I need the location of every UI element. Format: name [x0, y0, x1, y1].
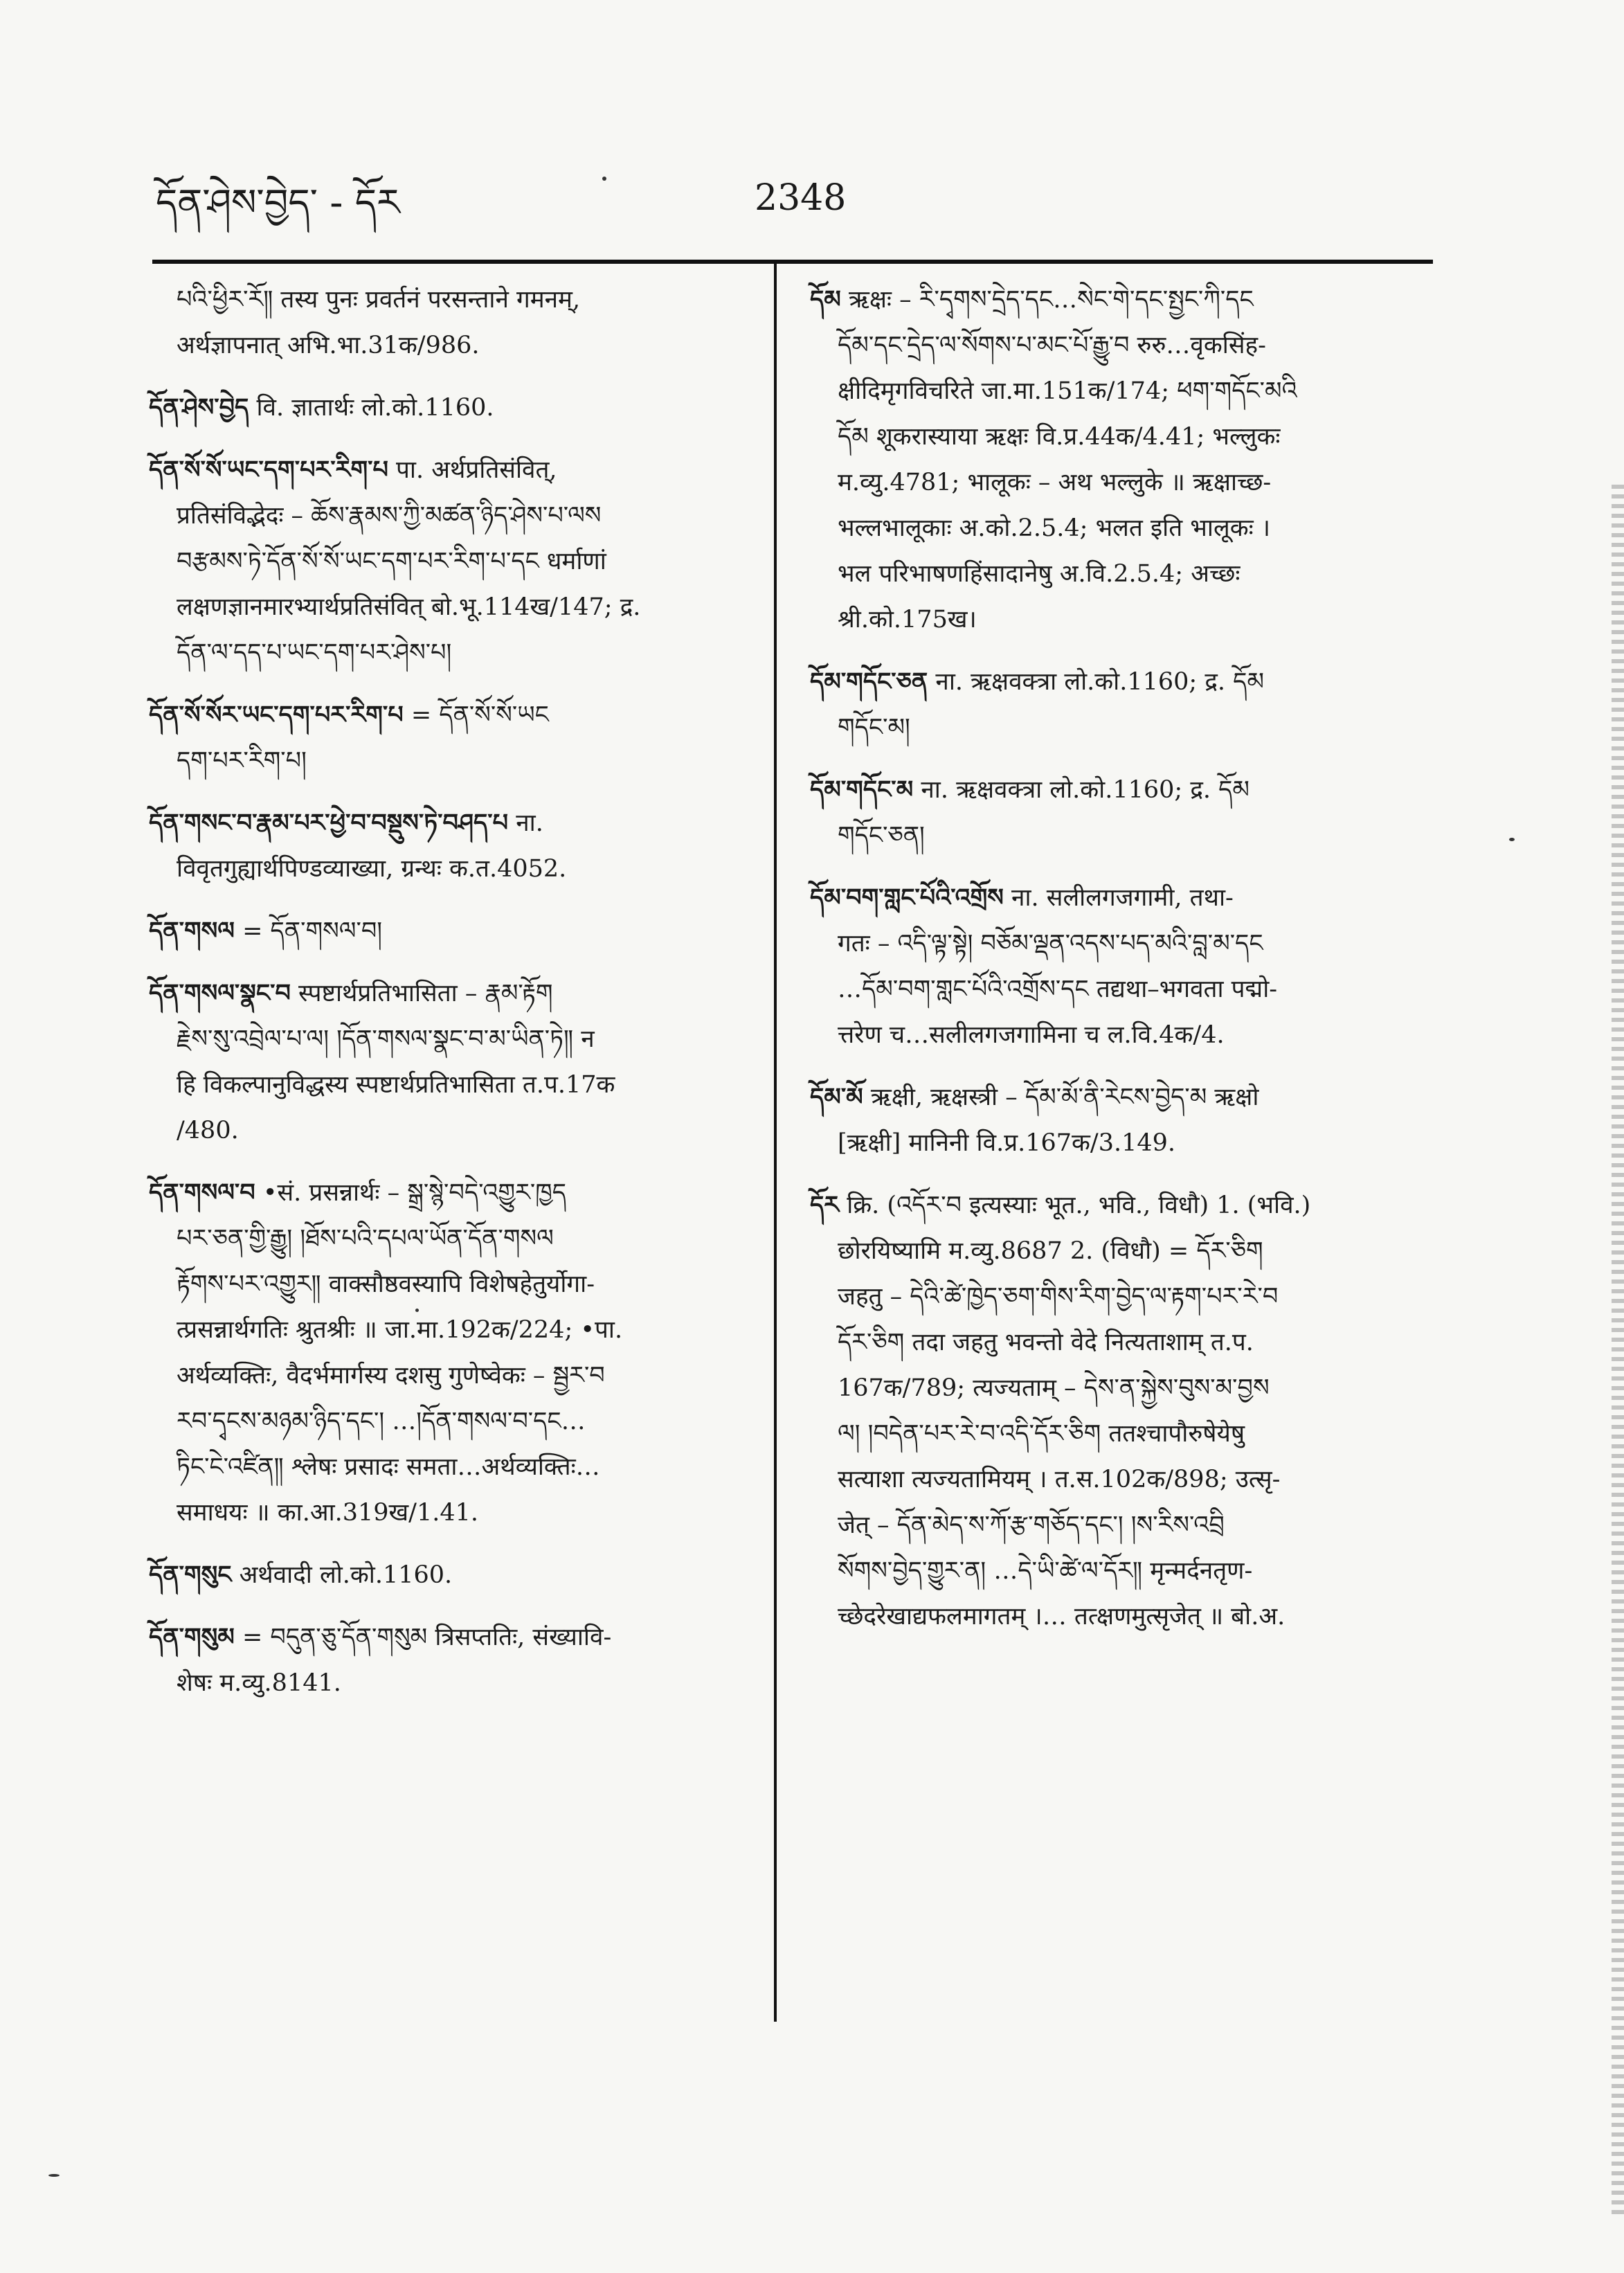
- entry-text: = དོན་གསལ་བ།: [242, 917, 383, 945]
- dictionary-entry: [149, 692, 765, 784]
- entry-headword: དོན་གསུམ: [149, 1624, 235, 1651]
- dictionary-entry: [149, 1615, 765, 1706]
- dictionary-entry: [149, 1170, 765, 1536]
- entry-headword: དོམ: [810, 286, 841, 314]
- entry-headword: དོམ་གདོང་མ: [810, 776, 914, 804]
- entry-headword: དོན་གསལ་བ: [149, 1179, 255, 1207]
- header-rule: [152, 260, 1433, 264]
- entry-headword: དོན་གསལ་སྣང་བ: [149, 980, 291, 1007]
- entry-headword: དོན་སོ་སོ་ཡང་དག་པར་རིག་པ: [149, 456, 388, 484]
- dictionary-entry: [149, 800, 765, 892]
- entry-headword: དོན་གསལ: [149, 917, 235, 945]
- entry-text: स्पष्टार्थप्रतिभासिता – རྣམ་རྟོག རྗེས་སུ་འབྲེལ་པ་ལ། །དོན་གསལ་སྣང་བ་མ་ཡིན་ཏེ༎ न हि विकल्पानुविद्धस्य स्पष्टार्थप्रतिभासिता त.प.17क /480.: [177, 980, 615, 1144]
- entry-text: वि. ज्ञातार्थः लो.को.1160.: [256, 394, 494, 422]
- entry-headword: དོམ་བག་གླང་པོའི་འགྲོས: [810, 884, 1004, 912]
- entry-text: •सं. प्रसन्नार्थः – སྒྲ་སྙེ་བདེ་འགྱུར་ཁྱད པར་ཅན་གྱི་རྒྱུ། །ཐོས་པའི་དཔལ་ཡོན་དོན་གསལ རྟོགས་པར་འགྱུར༎ वाक्सौष्ठवस्यापि विशेषहेतुर्योगा- त्प्रसन्नार्थगतिः श्रुतश्रीः ॥ जा.मा.192क/224; •पा. अर्थव्यक्तिः, वैदर्भमार्गस्य दशसु गुणेष्वेकः – སྦྱར་བ རབ་དྭངས་མཉམ་ཉིད་དང་། …།དོན་གསལ་བ་དང… ཏིང་ངེ་འཛིན༎ श्लेषः प्रसादः समता…अर्थव्यक्तिः… समाधयः ॥ का.आ.319ख/1.41.: [177, 1179, 623, 1527]
- running-head: དོན་ཤེས་བྱེད་ - དོར: [156, 181, 400, 224]
- entry-text: ना. ऋक्षवक्त्रा लो.को.1160; द्र. དོམ གདོང་མ།: [838, 668, 1265, 742]
- entry-text: = དོན་སོ་སོ་ཡང དག་པར་རིག་པ།: [177, 701, 549, 775]
- page-number: 2348: [755, 177, 847, 219]
- entry-text: ना. विवृतगुह्यार्थपिण्डव्याख्या, ग्रन्थः क.त.4052.: [177, 809, 567, 883]
- right-column: [810, 277, 1433, 1656]
- dictionary-entry: [810, 1075, 1433, 1166]
- entry-text: पा. अर्थप्रतिसंवित्, प्रतिसंविद्भेदः – ཆོས་རྣམས་ཀྱི་མཚན་ཉིད་ཤེས་པ་ལས བརྩམས་ཏེ་དོན་སོ་སོ་ཡང་དག་པར་རིག་པ་དང धर्माणां लक्षणज्ञानमारभ्यार्थप्रतिसंवित् बो.भू.114ख/147; द्र. དོན་ལ་དད་པ་ཡང་དག་པར་ཤེས་པ།: [177, 456, 641, 667]
- scan-speck: [415, 1309, 419, 1312]
- entry-text: ना. ऋक्षवक्त्रा लो.को.1160; द्र. དོམ གདོང་ཅན།: [838, 776, 1249, 850]
- entry-text: པའི་ཕྱིར་རོ༎ तस्य पुनः प्रवर्तनं परसन्ताने गमनम्, अर्थज्ञापनात् अभि.भा.31क/986.: [177, 286, 581, 359]
- entry-headword: དོམ་མོ: [810, 1084, 863, 1111]
- entry-headword: དོན་ཤེས་བྱེད: [149, 394, 249, 422]
- entry-headword: དོམ་གདོང་ཅན: [810, 668, 928, 696]
- entry-text: ऋक्षी, ऋक्षस्त्री – དོམ་མོ་ནི་རེངས་བྱེད་མ ऋक्षो [ऋक्षी] मानिनी वि.प्र.167क/3.149.: [838, 1084, 1259, 1157]
- dictionary-entry: [810, 659, 1433, 751]
- entry-headword: དོན་གསུང: [149, 1561, 232, 1589]
- scan-edge-noise: [1612, 485, 1624, 2216]
- entry-text: = བདུན་ཅུ་དོན་གསུམ त्रिसप्ततिः, संख्यावि- शेषः म.व्यु.8141.: [177, 1624, 612, 1697]
- dictionary-entry: [149, 385, 765, 431]
- entry-text: क्रि. (འདོར་བ इत्यस्याः भूत., भवि., विधौ) 1. (भवि.) छोरयिष्यामि म.व्यु.8687 2. (विधौ) = དོར་ཅིག जहतु – དེའི་ཚེ་ཁྱེད་ཅག་གིས་རིག་བྱེད་ལ་རྟག་པར་རེ་བ དོར་ཅིག तदा जहतु भवन्तो वेदे नित्यताशाम् त.प. 167क/789; त्यज्यताम् – དེས་ན་སྐྱེས་བུས་མ་བྱས ལ། །བདེན་པར་རེ་བ་འདི་དོར་ཅིག ततश्चापौरुषेयेषु सत्याशा त्यज्यतामियम् । त.स.102क/898; उत्सृ- जेत् – དོན་མེད་ས་ཀོ་རྩ་གཅོད་དང་། །ས་རིས་འབྲི སོགས་བྱེད་གྱུར་ན། …དེ་ཡི་ཚེ་ལ་དོར༎ मृन्मर्दनतृण- च्छेदरेखाद्यफलमागतम् ।… तत्क्षणमुत्सृजेत् ॥ बो.अ.: [838, 1192, 1311, 1630]
- entry-headword: དོར: [810, 1192, 840, 1219]
- entry-text: अर्थवादी लो.को.1160.: [239, 1561, 453, 1589]
- dictionary-entry: [149, 908, 765, 954]
- entry-headword: དོན་སོ་སོར་ཡང་དག་པར་རིག་པ: [149, 701, 404, 729]
- dictionary-entry: [149, 971, 765, 1153]
- column-divider: [774, 263, 777, 2022]
- dictionary-entry: [149, 1552, 765, 1598]
- entry-text: ना. सलीलगजगामी, तथा- गतः – འདི་ལྟ་སྟེ། བཅོམ་ལྡན་འདས་པད་མའི་བླ་མ་དང …དོམ་བག་གླང་པོའི་འགྲོས་དང तद्यथा–भगवता पद्मो- त्तरेण च…सलीलगजगामिना च ल.वि.4क/4.: [838, 884, 1278, 1049]
- dictionary-entry: [810, 875, 1433, 1058]
- scan-speck: [602, 177, 606, 181]
- dictionary-entry: [810, 1183, 1433, 1639]
- entry-text: ऋक्षः – རི་དྭགས་དྲེད་དང…སེང་གེ་དང་སྤྱང་ཀི་དང དོམ་དང་དྲེད་ལ་སོགས་པ་མང་པོ་རྒྱུ་བ रुरु…वृकसिंह- क्षीदिमृगविचरिते जा.मा.151क/174; ཕག་གདོང་མའི དོམ शूकरास्याया ऋक्षः वि.प्र.44क/4.41; भल्लुकः म.व्यु.4781; भालूकः – अथ भल्लुके ॥ ऋक्षाच्छ- भल्लभालूकाः अ.को.2.5.4; भलत इति भालूकः । भल परिभाषणहिंसादानेषु अ.वि.2.5.4; अच्छः श्री.को.175ख।: [838, 286, 1297, 634]
- dictionary-entry: [149, 277, 765, 368]
- dictionary-entry: [810, 767, 1433, 859]
- left-column: [149, 277, 765, 1723]
- scan-speck: [1509, 838, 1515, 841]
- dictionary-entry: [810, 277, 1433, 643]
- page-header: [0, 0, 1624, 263]
- scan-speck: [48, 2174, 60, 2177]
- entry-headword: དོན་གསང་བ་རྣམ་པར་ཕྱེ་བ་བསྡུས་ཏེ་བཤད་པ: [149, 809, 509, 837]
- dictionary-entry: [149, 447, 765, 676]
